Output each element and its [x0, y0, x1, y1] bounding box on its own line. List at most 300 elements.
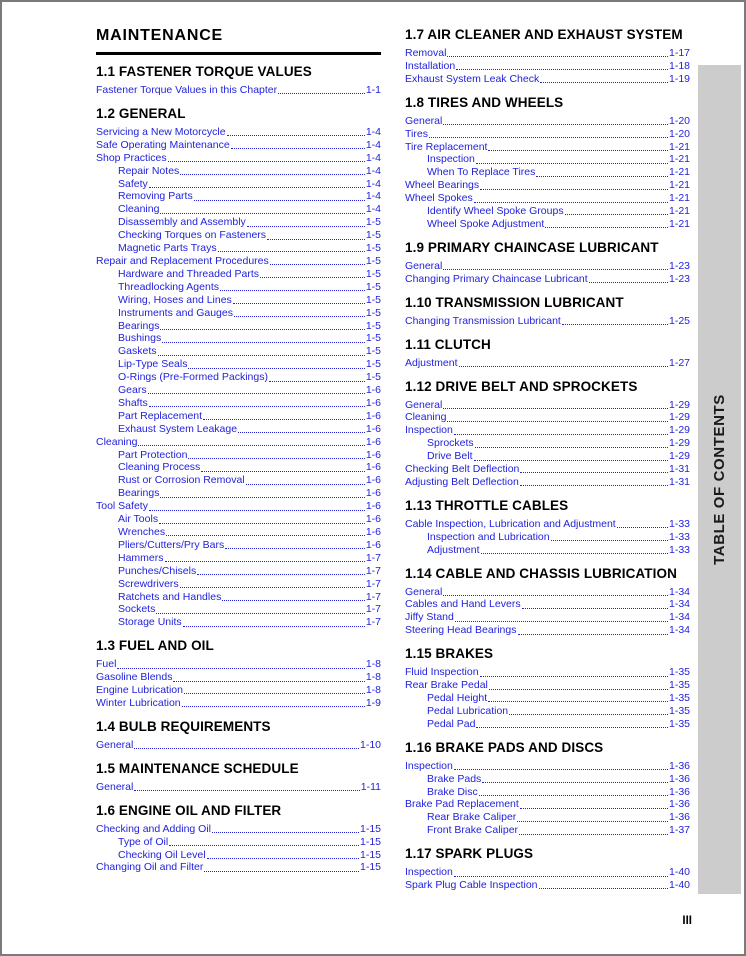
toc-entry[interactable]	[405, 315, 690, 328]
toc-entry-page[interactable]: 1-36	[668, 798, 690, 811]
toc-entry-label[interactable]: Disassembly and Assembly	[118, 216, 246, 229]
toc-entry-page[interactable]: 1-15	[359, 848, 381, 861]
toc-entry[interactable]	[96, 332, 381, 345]
toc-entry-label[interactable]: Cleaning	[118, 203, 160, 216]
toc-entry-label[interactable]: Wheel Spokes	[405, 192, 473, 205]
toc-entry-label[interactable]: Safety	[118, 177, 148, 190]
toc-entry[interactable]	[405, 666, 690, 679]
toc-entry-label[interactable]: Drive Belt	[427, 450, 473, 463]
toc-entry-page[interactable]: 1-7	[365, 590, 381, 603]
toc-entry-page[interactable]: 1-6	[365, 526, 381, 538]
toc-entry[interactable]	[96, 294, 381, 307]
toc-entry-page[interactable]: 1-18	[668, 59, 690, 72]
toc-entry-label[interactable]: Spark Plug Cable Inspection	[405, 879, 538, 892]
toc-entry[interactable]	[405, 718, 690, 731]
toc-entry[interactable]	[96, 126, 381, 139]
toc-entry-page[interactable]: 1-5	[365, 293, 381, 306]
toc-entry-page[interactable]: 1-4	[365, 164, 381, 177]
toc-entry-label[interactable]: Gaskets	[118, 345, 157, 358]
toc-entry-page[interactable]: 1-7	[365, 564, 381, 577]
toc-entry[interactable]	[96, 320, 381, 333]
toc-entry-label[interactable]: Bushings	[118, 332, 162, 345]
toc-entry-page[interactable]: 1-7	[365, 577, 381, 590]
toc-entry[interactable]	[96, 823, 381, 836]
toc-entry-page[interactable]: 1-11	[360, 780, 381, 793]
toc-entry-label[interactable]: Part Protection	[118, 448, 188, 461]
toc-entry[interactable]	[405, 760, 690, 773]
toc-entry[interactable]	[96, 861, 381, 874]
toc-entry-label[interactable]: Cables and Hand Levers	[405, 598, 521, 611]
toc-entry-label[interactable]: Removal	[405, 47, 447, 59]
toc-entry[interactable]	[405, 611, 690, 624]
toc-entry-label[interactable]: Changing Transmission Lubricant	[405, 314, 561, 327]
toc-entry-page[interactable]: 1-35	[668, 666, 690, 679]
toc-entry[interactable]	[405, 128, 690, 141]
toc-entry-page[interactable]: 1-21	[668, 179, 690, 192]
toc-entry-page[interactable]: 1-7	[365, 551, 381, 564]
toc-entry-label[interactable]: Adjustment	[427, 543, 480, 556]
dot-leader	[447, 421, 668, 422]
toc-entry-page[interactable]: 1-5	[365, 319, 381, 332]
toc-entry-page[interactable]: 1-34	[668, 585, 690, 598]
toc-entry-page[interactable]: 1-4	[365, 203, 381, 216]
toc-entry-page[interactable]: 1-6	[365, 461, 381, 474]
toc-entry[interactable]	[96, 658, 381, 671]
toc-entry[interactable]	[405, 424, 690, 437]
toc-entry-page[interactable]: 1-20	[668, 127, 690, 140]
toc-entry-page[interactable]: 1-6	[365, 422, 381, 435]
toc-entry-page[interactable]: 1-29	[668, 424, 690, 437]
toc-entry-label[interactable]: Fuel	[96, 658, 117, 671]
toc-entry-label[interactable]: Changing Primary Chaincase Lubricant	[405, 272, 588, 285]
toc-entry[interactable]	[96, 165, 381, 178]
toc-entry-page[interactable]: 1-29	[668, 398, 690, 411]
toc-entry-page[interactable]: 1-4	[365, 138, 381, 151]
toc-entry-label[interactable]: Rear Brake Caliper	[427, 811, 517, 824]
toc-entry-label[interactable]: Exhaust System Leak Check	[405, 72, 540, 85]
toc-entry-page[interactable]: 1-21	[668, 205, 690, 218]
toc-entry-label[interactable]: Wiring, Hoses and Lines	[118, 293, 232, 306]
toc-entry-page[interactable]: 1-17	[668, 47, 690, 59]
toc-entry[interactable]	[405, 624, 690, 637]
toc-entry[interactable]	[96, 849, 381, 862]
toc-entry-label[interactable]: Safe Operating Maintenance	[96, 138, 230, 151]
toc-entry-label[interactable]: General	[405, 114, 443, 127]
toc-entry-page[interactable]: 1-5	[365, 332, 381, 345]
toc-entry-label[interactable]: Gears	[118, 384, 147, 397]
toc-entry-label[interactable]: Gasoline Blends	[96, 671, 173, 684]
toc-entry-label[interactable]: Cleaning Process	[118, 461, 201, 474]
toc-entry[interactable]	[96, 242, 381, 255]
toc-entry-label[interactable]: Adjusting Belt Deflection	[405, 475, 519, 488]
toc-entry-label[interactable]: General	[96, 738, 134, 751]
toc-entry-label[interactable]: Rear Brake Pedal	[405, 679, 488, 692]
toc-entry-page[interactable]: 1-10	[359, 738, 381, 751]
toc-entry-label[interactable]: Sprockets	[427, 437, 474, 450]
toc-entry-page[interactable]: 1-37	[668, 824, 690, 837]
toc-entry-page[interactable]: 1-21	[668, 140, 690, 153]
toc-entry-page[interactable]: 1-6	[365, 474, 381, 487]
toc-entry-label[interactable]: Pedal Height	[427, 692, 488, 704]
toc-entry-label[interactable]: Part Replacement	[118, 409, 203, 422]
toc-entry[interactable]	[96, 449, 381, 462]
toc-entry-page[interactable]: 1-15	[359, 835, 381, 848]
dot-leader	[134, 748, 359, 749]
toc-entry-label[interactable]: Exhaust System Leakage	[118, 422, 238, 435]
dot-leader	[447, 56, 668, 57]
toc-column-left	[96, 27, 381, 892]
toc-entry-page[interactable]: 1-40	[668, 879, 690, 892]
toc-entry-page[interactable]: 1-15	[359, 822, 381, 835]
toc-entry-page[interactable]: 1-15	[359, 861, 381, 874]
toc-entry-label[interactable]: General	[96, 780, 134, 793]
dot-leader	[456, 69, 668, 70]
toc-entry-label[interactable]: Threadlocking Agents	[118, 280, 219, 293]
toc-entry-label[interactable]: Shop Practices	[96, 151, 167, 164]
toc-entry-page[interactable]: 1-9	[365, 696, 381, 709]
toc-entry-page[interactable]: 1-8	[365, 671, 381, 684]
toc-entry[interactable]	[96, 203, 381, 216]
dot-leader	[455, 621, 668, 622]
toc-entry[interactable]	[405, 166, 690, 179]
toc-entry[interactable]	[96, 84, 381, 97]
toc-entry[interactable]	[405, 866, 690, 879]
toc-entry[interactable]	[96, 697, 381, 710]
toc-entry-label[interactable]: Ratchets and Handles	[118, 590, 222, 603]
toc-entry-page[interactable]: 1-36	[668, 759, 690, 772]
toc-entry-label[interactable]: Fluid Inspection	[405, 666, 479, 679]
toc-entry[interactable]	[405, 531, 690, 544]
toc-entry-label[interactable]: Air Tools	[118, 513, 159, 526]
toc-entry-label[interactable]: Wheel Spoke Adjustment	[427, 217, 545, 230]
toc-entry-label[interactable]: Fastener Torque Values in this Chapter	[96, 84, 278, 96]
dot-leader	[134, 790, 359, 791]
toc-entry-page[interactable]: 1-31	[668, 475, 690, 488]
toc-entry[interactable]	[96, 190, 381, 203]
toc-entry[interactable]	[405, 692, 690, 705]
toc-section	[405, 295, 690, 328]
dot-leader	[536, 176, 668, 177]
toc-entry-page[interactable]: 1-8	[365, 684, 381, 697]
toc-entry[interactable]	[405, 798, 690, 811]
toc-entry-page[interactable]: 1-5	[365, 254, 381, 267]
section-heading: 1.13 THROTTLE CABLES	[405, 497, 569, 513]
toc-entry[interactable]	[96, 436, 381, 449]
toc-entry-page[interactable]: 1-6	[365, 487, 381, 500]
toc-entry[interactable]	[96, 307, 381, 320]
toc-entry[interactable]	[96, 500, 381, 513]
toc-entry-label[interactable]: Magnetic Parts Trays	[118, 242, 217, 255]
toc-entry[interactable]	[96, 371, 381, 384]
toc-entry-label[interactable]: Cleaning	[405, 411, 447, 424]
toc-entry-label[interactable]: O-Rings (Pre-Formed Packings)	[118, 371, 268, 384]
toc-entry-label[interactable]: General	[405, 398, 443, 411]
toc-entry-page[interactable]: 1-35	[668, 717, 690, 730]
toc-entry-page[interactable]: 1-6	[365, 538, 381, 551]
toc-entry[interactable]	[405, 60, 690, 73]
toc-entry-page[interactable]: 1-31	[668, 463, 690, 476]
toc-entry[interactable]	[405, 598, 690, 611]
toc-entry-label[interactable]: Winter Lubrication	[96, 696, 181, 709]
toc-entry[interactable]	[96, 474, 381, 487]
toc-entry-label[interactable]: Inspection	[405, 866, 453, 879]
toc-entry[interactable]	[96, 384, 381, 397]
toc-entry[interactable]	[96, 487, 381, 500]
toc-entry-label[interactable]: Tire Replacement	[405, 140, 488, 153]
dot-leader	[156, 613, 364, 614]
toc-entry[interactable]	[96, 410, 381, 423]
toc-entry-page[interactable]: 1-6	[365, 500, 381, 513]
toc-entry-label[interactable]: Bearings	[118, 319, 160, 332]
toc-entry-page[interactable]: 1-35	[668, 692, 690, 704]
toc-entry-page[interactable]: 1-21	[668, 166, 690, 179]
toc-entry-page[interactable]: 1-6	[365, 435, 381, 448]
toc-entry[interactable]	[405, 879, 690, 892]
toc-entry-page[interactable]: 1-5	[365, 216, 381, 229]
toc-entry[interactable]	[96, 423, 381, 436]
dot-leader	[160, 213, 364, 214]
toc-entry-label[interactable]: Punches/Chisels	[118, 564, 197, 577]
toc-entry[interactable]	[96, 552, 381, 565]
toc-entry-label[interactable]: Type of Oil	[118, 835, 169, 848]
section-heading: 1.16 BRAKE PADS AND DISCS	[405, 739, 604, 755]
toc-entry-page[interactable]: 1-5	[365, 371, 381, 384]
toc-entry-label[interactable]: Engine Lubrication	[96, 684, 183, 697]
toc-entry[interactable]	[405, 411, 690, 424]
toc-entry-page[interactable]: 1-36	[668, 772, 690, 785]
toc-entry-label[interactable]: Pliers/Cutters/Pry Bars	[118, 538, 225, 551]
toc-entry-page[interactable]: 1-5	[365, 345, 381, 358]
toc-entry-label[interactable]: Brake Disc	[427, 785, 478, 798]
toc-entry[interactable]	[96, 565, 381, 578]
toc-entry-label[interactable]: Tool Safety	[96, 500, 148, 513]
toc-entry-label[interactable]: Shafts	[118, 396, 148, 409]
toc-entry[interactable]	[405, 179, 690, 192]
dot-leader	[480, 189, 668, 190]
toc-entry-page[interactable]: 1-35	[668, 704, 690, 717]
toc-entry[interactable]	[96, 836, 381, 849]
toc-entry-label[interactable]: When To Replace Tires	[427, 166, 536, 179]
toc-entry-page[interactable]: 1-1	[365, 84, 381, 96]
toc-entry[interactable]	[405, 476, 690, 489]
toc-entry[interactable]	[405, 811, 690, 824]
toc-entry[interactable]	[96, 539, 381, 552]
toc-entry-page[interactable]: 1-36	[668, 811, 690, 824]
dot-leader	[159, 523, 365, 524]
toc-entry-page[interactable]: 1-40	[668, 866, 690, 879]
toc-entry-page[interactable]: 1-27	[668, 356, 690, 369]
toc-entry-page[interactable]: 1-34	[668, 624, 690, 637]
toc-entry[interactable]	[405, 153, 690, 166]
toc-entry[interactable]	[96, 358, 381, 371]
toc-entry-label[interactable]: Repair Notes	[118, 164, 180, 177]
toc-entry-page[interactable]: 1-5	[365, 280, 381, 293]
toc-entry-label[interactable]: Checking and Adding Oil	[96, 822, 211, 835]
toc-entry-label[interactable]: General	[405, 259, 443, 272]
toc-entry-label[interactable]: Lip-Type Seals	[118, 358, 188, 371]
toc-entry-label[interactable]: Checking Belt Deflection	[405, 463, 520, 476]
toc-entry[interactable]	[96, 152, 381, 165]
dot-leader	[443, 124, 668, 125]
toc-entry-page[interactable]: 1-21	[668, 192, 690, 205]
toc-entry-page[interactable]: 1-29	[668, 437, 690, 450]
toc-entry[interactable]	[96, 345, 381, 358]
toc-entry-page[interactable]: 1-5	[365, 242, 381, 255]
toc-entry-label[interactable]: Sockets	[118, 603, 156, 616]
toc-entry-page[interactable]: 1-4	[365, 125, 381, 138]
toc-entry[interactable]	[405, 399, 690, 412]
toc-entry[interactable]	[405, 73, 690, 86]
toc-entry[interactable]	[405, 192, 690, 205]
toc-entry-label[interactable]: Cable Inspection, Lubrication and Adjustment	[405, 517, 616, 530]
toc-entry-page[interactable]: 1-36	[668, 785, 690, 798]
toc-entry-label[interactable]: Inspection	[405, 424, 453, 437]
toc-entry-page[interactable]: 1-19	[668, 72, 690, 85]
toc-entry-label[interactable]: Front Brake Caliper	[427, 824, 519, 837]
toc-entry-label[interactable]: Changing Oil and Filter	[96, 861, 204, 874]
toc-entry[interactable]	[96, 671, 381, 684]
toc-entry-page[interactable]: 1-33	[668, 517, 690, 530]
dot-leader	[443, 595, 668, 596]
toc-entry-label[interactable]: Cleaning	[96, 435, 138, 448]
toc-entry[interactable]	[405, 705, 690, 718]
toc-entry-label[interactable]: Inspection	[405, 759, 453, 772]
toc-entry[interactable]	[405, 205, 690, 218]
toc-entry[interactable]	[96, 281, 381, 294]
toc-entry-page[interactable]: 1-33	[668, 543, 690, 556]
dot-leader	[520, 808, 668, 809]
toc-entry[interactable]	[96, 139, 381, 152]
toc-entry-page[interactable]: 1-6	[365, 409, 381, 422]
toc-entry-label[interactable]: Rust or Corrosion Removal	[118, 474, 245, 487]
toc-entry-label[interactable]: Screwdrivers	[118, 577, 179, 590]
toc-entry-label[interactable]: Jiffy Stand	[405, 611, 454, 624]
toc-entry-label[interactable]: Steering Head Bearings	[405, 624, 517, 637]
toc-entry-page[interactable]: 1-5	[365, 267, 381, 280]
toc-entry-label[interactable]: Checking Oil Level	[118, 848, 206, 861]
toc-entry[interactable]	[96, 603, 381, 616]
toc-entry[interactable]	[405, 450, 690, 463]
toc-entry-label[interactable]: Installation	[405, 59, 456, 72]
toc-entry[interactable]	[405, 586, 690, 599]
toc-entry[interactable]	[96, 578, 381, 591]
toc-entry[interactable]	[405, 518, 690, 531]
toc-entry-page[interactable]: 1-7	[365, 603, 381, 616]
toc-entry-page[interactable]: 1-34	[668, 611, 690, 624]
toc-entry[interactable]	[96, 739, 381, 752]
toc-entry-page[interactable]: 1-6	[365, 513, 381, 526]
toc-entry-label[interactable]: Inspection	[427, 153, 475, 166]
toc-entry[interactable]	[405, 47, 690, 60]
toc-entry[interactable]	[96, 229, 381, 242]
toc-entry[interactable]	[96, 591, 381, 604]
dot-leader	[225, 548, 365, 549]
toc-entry[interactable]	[405, 141, 690, 154]
toc-entry[interactable]	[405, 437, 690, 450]
toc-entry[interactable]	[96, 684, 381, 697]
toc-entry-page[interactable]: 1-4	[365, 190, 381, 203]
toc-entry-label[interactable]: Inspection and Lubrication	[427, 530, 550, 543]
toc-entry-page[interactable]: 1-25	[668, 314, 690, 327]
toc-entry[interactable]	[96, 616, 381, 629]
toc-entry-page[interactable]: 1-5	[365, 229, 381, 242]
toc-entry[interactable]	[96, 526, 381, 539]
toc-entry-page[interactable]: 1-5	[365, 358, 381, 371]
section-heading: 1.9 PRIMARY CHAINCASE LUBRICANT	[405, 239, 659, 255]
toc-entry[interactable]	[96, 397, 381, 410]
toc-entry[interactable]	[96, 216, 381, 229]
toc-entry[interactable]	[405, 463, 690, 476]
toc-entry-label[interactable]: Pedal Pad	[427, 717, 476, 730]
toc-entry-label[interactable]: General	[405, 585, 443, 598]
toc-entry-label[interactable]: Hardware and Threaded Parts	[118, 267, 260, 280]
toc-entry-label[interactable]: Tires	[405, 127, 428, 140]
toc-entry-page[interactable]: 1-4	[365, 151, 381, 164]
toc-entry-page[interactable]: 1-21	[668, 153, 690, 166]
toc-entry[interactable]	[96, 781, 381, 794]
toc-entry-label[interactable]: Servicing a New Motorcycle	[96, 125, 226, 138]
toc-entry-label[interactable]: Adjustment	[405, 356, 458, 369]
toc-entry-label[interactable]: Storage Units	[118, 616, 182, 629]
toc-entry-page[interactable]: 1-5	[365, 306, 381, 319]
toc-entry-page[interactable]: 1-33	[668, 530, 690, 543]
toc-entry-page[interactable]: 1-6	[365, 396, 381, 409]
toc-entry-page[interactable]: 1-6	[365, 448, 381, 461]
toc-entry-page[interactable]: 1-20	[668, 114, 690, 127]
toc-entry-page[interactable]: 1-4	[365, 177, 381, 190]
toc-entry[interactable]	[405, 544, 690, 557]
toc-entry-label[interactable]: Brake Pads	[427, 772, 482, 785]
toc-entry[interactable]	[405, 679, 690, 692]
toc-entry[interactable]	[405, 773, 690, 786]
toc-entry-label[interactable]: Wrenches	[118, 526, 166, 538]
toc-entry-label[interactable]: Pedal Lubrication	[427, 704, 509, 717]
toc-entry-page[interactable]: 1-35	[668, 679, 690, 692]
dot-leader	[520, 485, 668, 486]
toc-entry[interactable]	[96, 255, 381, 268]
toc-entry-label[interactable]: Checking Torques on Fasteners	[118, 229, 267, 242]
toc-entry[interactable]	[405, 115, 690, 128]
toc-entry-page[interactable]: 1-23	[668, 259, 690, 272]
toc-entry-page[interactable]: 1-6	[365, 384, 381, 397]
toc-entry-label[interactable]: Brake Pad Replacement	[405, 798, 519, 811]
toc-entry[interactable]	[405, 273, 690, 286]
toc-entry-label[interactable]: Removing Parts	[118, 190, 193, 203]
toc-entry-label[interactable]: Repair and Replacement Procedures	[96, 254, 269, 267]
toc-entry[interactable]	[405, 786, 690, 799]
toc-entry-page[interactable]: 1-7	[365, 616, 381, 629]
toc-entry-page[interactable]: 1-29	[668, 450, 690, 463]
toc-entry-page[interactable]: 1-23	[668, 272, 690, 285]
toc-entry-label[interactable]: Identify Wheel Spoke Groups	[427, 205, 564, 218]
toc-entry[interactable]	[96, 461, 381, 474]
toc-entry[interactable]	[96, 268, 381, 281]
toc-entry[interactable]	[405, 357, 690, 370]
toc-entry-page[interactable]: 1-21	[668, 217, 690, 230]
toc-entry[interactable]	[405, 824, 690, 837]
toc-entry-label[interactable]: Wheel Bearings	[405, 179, 480, 192]
toc-entry-page[interactable]: 1-8	[365, 658, 381, 671]
toc-entry-label[interactable]: Hammers	[118, 551, 164, 564]
toc-entry[interactable]	[405, 218, 690, 231]
toc-entry[interactable]	[96, 178, 381, 191]
toc-entry[interactable]	[405, 260, 690, 273]
toc-entry-page[interactable]: 1-29	[668, 411, 690, 424]
toc-entry-label[interactable]: Bearings	[118, 487, 160, 500]
toc-entry[interactable]	[96, 513, 381, 526]
toc-entry-label[interactable]: Instruments and Gauges	[118, 306, 233, 319]
toc-entry-page[interactable]: 1-34	[668, 598, 690, 611]
